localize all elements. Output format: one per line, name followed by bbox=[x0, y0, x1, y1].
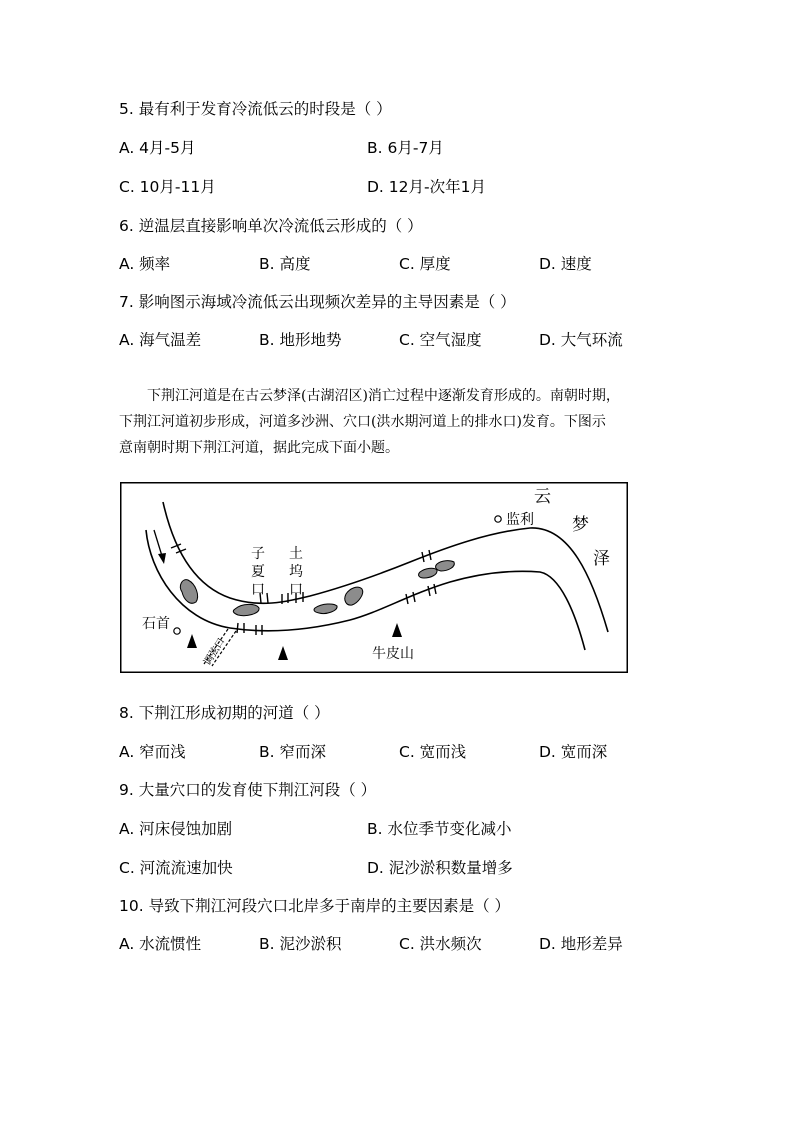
q5-option-d[interactable]: D. 12月-次年1月 bbox=[367, 178, 486, 196]
jingjiang-river-map bbox=[120, 482, 628, 673]
question-8-stem: 8. 下荆江形成初期的河道（ ） bbox=[119, 704, 330, 722]
jianli-settlement-dot bbox=[495, 516, 501, 522]
label-meng: 梦 bbox=[572, 515, 589, 535]
question-6-stem: 6. 逆温层直接影响单次冷流低云形成的（ ） bbox=[119, 217, 423, 235]
q8-option-d[interactable]: D. 宽而深 bbox=[539, 743, 608, 761]
label-tuwukou-3: 口 bbox=[289, 582, 303, 598]
label-tuwukou-1: 土 bbox=[289, 546, 303, 562]
q7-option-c[interactable]: C. 空气湿度 bbox=[399, 331, 482, 349]
label-diaoxiankou: 调弦口 bbox=[202, 636, 228, 668]
q10-option-d[interactable]: D. 地形差异 bbox=[539, 935, 623, 953]
q7-option-d[interactable]: D. 大气环流 bbox=[539, 331, 623, 349]
label-yun: 云 bbox=[534, 487, 551, 507]
question-7-stem: 7. 影响图示海域冷流低云出现频次差异的主导因素是（ ） bbox=[119, 293, 516, 311]
q9-option-b[interactable]: B. 水位季节变化减小 bbox=[367, 820, 512, 838]
q10-option-b[interactable]: B. 泥沙淤积 bbox=[259, 935, 342, 953]
q8-option-b[interactable]: B. 窄而深 bbox=[259, 743, 326, 761]
q10-option-c[interactable]: C. 洪水频次 bbox=[399, 935, 482, 953]
q8-option-a[interactable]: A. 窄而浅 bbox=[119, 743, 186, 761]
q9-option-c[interactable]: C. 河流流速加快 bbox=[119, 859, 233, 877]
q6-option-c[interactable]: C. 厚度 bbox=[399, 255, 451, 273]
passage-line-1: 下荆江河道是在古云梦泽(古湖沼区)消亡过程中逐渐发育形成的。南朝时期， bbox=[147, 388, 620, 404]
label-tuwukou-2: 坞 bbox=[289, 564, 303, 580]
label-shishou: 石首 bbox=[142, 616, 170, 632]
label-ze: 泽 bbox=[593, 549, 610, 569]
label-zixiakou-3: 口 bbox=[251, 582, 265, 598]
q6-option-b[interactable]: B. 高度 bbox=[259, 255, 311, 273]
label-jianli: 监利 bbox=[506, 512, 534, 528]
q9-option-a[interactable]: A. 河床侵蚀加剧 bbox=[119, 820, 233, 838]
q5-option-a[interactable]: A. 4月-5月 bbox=[119, 139, 196, 157]
q5-option-b[interactable]: B. 6月-7月 bbox=[367, 139, 444, 157]
question-10-stem: 10. 导致下荆江河段穴口北岸多于南岸的主要因素是（ ） bbox=[119, 897, 511, 915]
q5-option-c[interactable]: C. 10月-11月 bbox=[119, 178, 216, 196]
shishou-settlement-dot bbox=[174, 628, 180, 634]
question-9-stem: 9. 大量穴口的发育使下荆江河段（ ） bbox=[119, 781, 377, 799]
question-5-stem: 5. 最有利于发育冷流低云的时段是（ ） bbox=[119, 100, 392, 118]
q6-option-a[interactable]: A. 频率 bbox=[119, 255, 171, 273]
q6-option-d[interactable]: D. 速度 bbox=[539, 255, 592, 273]
q7-option-a[interactable]: A. 海气温差 bbox=[119, 331, 202, 349]
label-niupishan: 牛皮山 bbox=[372, 646, 414, 662]
passage-line-3: 意南朝时期下荆江河道，据此完成下面小题。 bbox=[119, 440, 399, 456]
reading-passage bbox=[119, 383, 639, 461]
passage-line-2: 下荆江河道初步形成，河道多沙洲、穴口(洪水期河道上的排水口)发育。下图示 bbox=[119, 414, 606, 430]
q8-option-c[interactable]: C. 宽而浅 bbox=[399, 743, 467, 761]
label-zixiakou-2: 夏 bbox=[251, 564, 265, 580]
label-zixiakou-1: 子 bbox=[251, 546, 265, 562]
q9-option-d[interactable]: D. 泥沙淤积数量增多 bbox=[367, 859, 513, 877]
q7-option-b[interactable]: B. 地形地势 bbox=[259, 331, 342, 349]
q10-option-a[interactable]: A. 水流惯性 bbox=[119, 935, 202, 953]
